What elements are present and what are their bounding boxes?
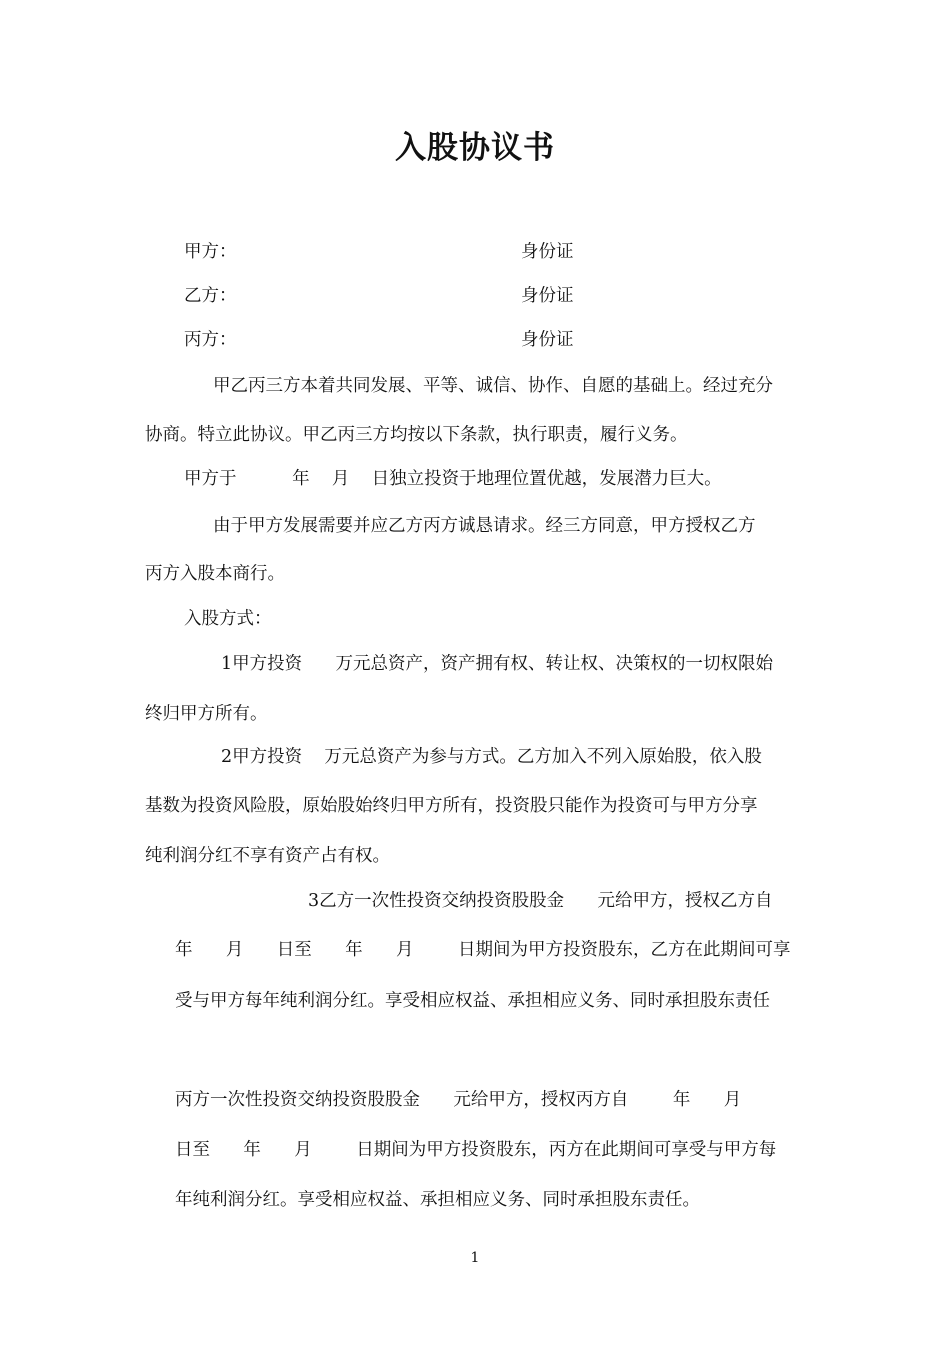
party-b-id-label: 身份证 bbox=[521, 286, 574, 306]
paragraph-line: 丙方入股本商行。 bbox=[145, 564, 285, 584]
party-c-id-label: 身份证 bbox=[521, 330, 574, 350]
paragraph-line: 3乙方一次性投资交纳投资股股金 元给甲方，授权乙方自 bbox=[308, 891, 773, 911]
paragraph-line: 甲乙丙三方本着共同发展、平等、诚信、协作、自愿的基础上。经过充分 bbox=[213, 376, 773, 396]
document-title: 入股协议书 bbox=[395, 130, 555, 166]
paragraph-line: 终归甲方所有。 bbox=[145, 704, 268, 724]
paragraph-line: 由于甲方发展需要并应乙方丙方诚恳请求。经三方同意，甲方授权乙方 bbox=[213, 516, 756, 536]
page-number: 1 bbox=[470, 1250, 480, 1266]
paragraph-line: 甲方于 年 月 日独立投资于地理位置优越，发展潜力巨大。 bbox=[184, 469, 722, 489]
paragraph-line: 2甲方投资 万元总资产为参与方式。乙方加入不列入原始股，依入股 bbox=[221, 747, 762, 767]
paragraph-line: 年 月 日至 年 月 日期间为甲方投资股东，乙方在此期间可享 bbox=[175, 940, 791, 960]
party-b-label: 乙方： bbox=[184, 286, 237, 306]
paragraph-line: 丙方一次性投资交纳投资股股金 元给甲方，授权丙方自 年 月 bbox=[175, 1090, 742, 1110]
section-heading: 入股方式： bbox=[184, 609, 272, 629]
paragraph-line: 日至 年 月 日期间为甲方投资股东，丙方在此期间可享受与甲方每 bbox=[175, 1140, 777, 1160]
paragraph-line: 基数为投资风险股，原始股始终归甲方所有，投资股只能作为投资可与甲方分享 bbox=[145, 796, 758, 816]
paragraph-line: 1甲方投资 万元总资产，资产拥有权、转让权、决策权的一切权限始 bbox=[221, 654, 774, 674]
party-a-label: 甲方： bbox=[184, 242, 237, 262]
paragraph-line: 年纯利润分红。享受相应权益、承担相应义务、同时承担股东责任。 bbox=[175, 1190, 700, 1210]
party-c-label: 丙方： bbox=[184, 330, 237, 350]
paragraph-line: 协商。特立此协议。甲乙丙三方均按以下条款，执行职责，履行义务。 bbox=[145, 425, 688, 445]
paragraph-line: 受与甲方每年纯利润分红。享受相应权益、承担相应义务、同时承担股东责任 bbox=[175, 991, 770, 1011]
party-a-id-label: 身份证 bbox=[521, 242, 574, 262]
paragraph-line: 纯利润分红不享有资产占有权。 bbox=[145, 846, 390, 866]
